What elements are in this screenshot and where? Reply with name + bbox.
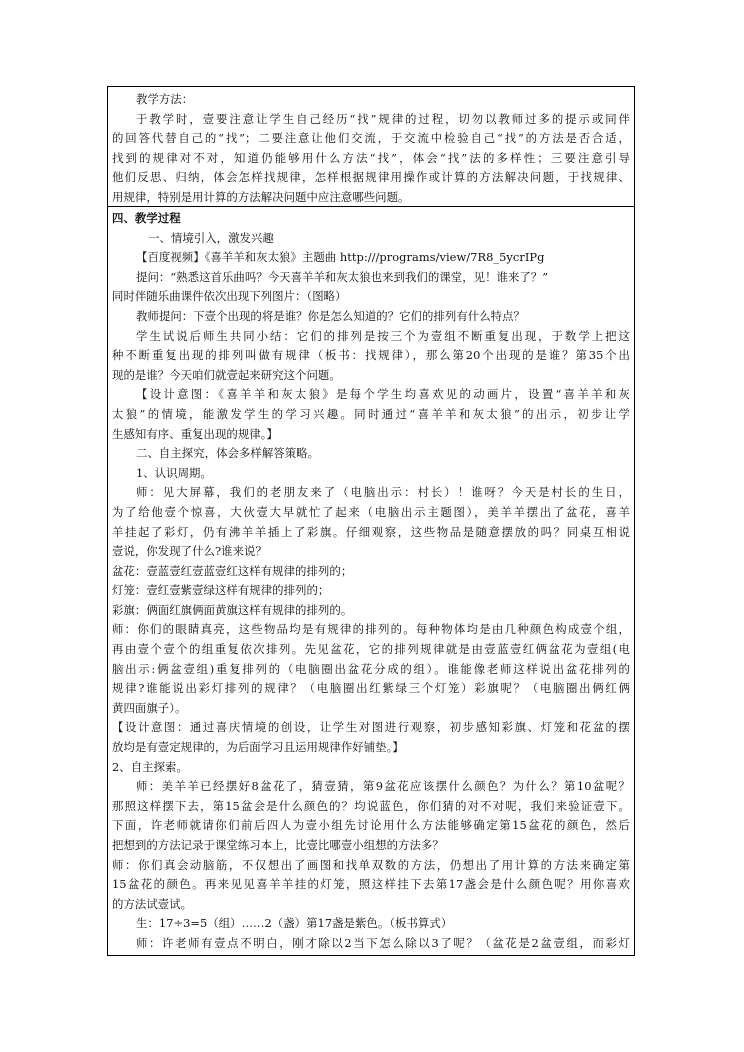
- process-line: 二、自主探究，体会多样解答策略。: [136, 446, 320, 461]
- row-divider: [108, 206, 634, 207]
- methods-body: [112, 110, 630, 208]
- teaching-methods-section: [112, 90, 630, 208]
- process-line: 一、情境引入，激发兴趣: [148, 230, 274, 245]
- process-line: 那照这样摆下去，第15盆会是什么颜色的？均说蓝色，你们猜的对不对呢，我们来验证壹下。: [112, 798, 630, 813]
- process-line: 生感知有序、重复出现的规律。】: [112, 426, 278, 441]
- process-line: 下面，许老师就请你们前后四人为壹小组先讨论用什么方法能够确定第15盆花的颜色，然后: [112, 818, 630, 833]
- process-line: 羊挂起了彩灯，仍有沸羊羊插上了彩旗。仔细观察，这些物品是随意摆放的吗？同桌互相说: [112, 524, 630, 539]
- process-line: 现的是谁？今天咱们就壹起来研究这个问题。: [112, 367, 341, 382]
- process-heading: 四、教学过程: [112, 211, 181, 225]
- process-line: 太狼”的情境，能激发学生的学习兴趣。同时通过“喜羊羊和灰太狼”的出示，初步让学: [112, 406, 630, 421]
- process-line: 脑出示:俩盆壹组)重复排列的（电脑圈出盆花分成的组）。谁能像老师这样说出盆花排列的: [112, 661, 630, 676]
- methods-heading: 教学方法：: [136, 92, 194, 106]
- process-line: 【设计意图：《喜羊羊和灰太狼》是每个学生均喜欢见的动画片，设置“喜羊羊和灰: [136, 387, 630, 402]
- process-line: 同时伴随乐曲课件依次出现下列图片：（图略）: [112, 289, 347, 304]
- process-line: 师：美羊羊已经摆好8盆花了，猜壹猜，第9盆花应该摆什么颜色？为什么？第10盆呢？: [136, 779, 630, 794]
- process-line: 师：见大屏幕，我们的老朋友来了（电脑出示：村长）！谁呀？今天是村长的生日，: [136, 485, 630, 500]
- process-line: 规律?谁能说出彩灯排列的规律？（电脑圈出红紫绿三个灯笼）彩旗呢？（电脑圈出俩红俩: [112, 681, 630, 696]
- lesson-plan-table: [107, 86, 635, 956]
- process-line: 【百度视频】《喜羊羊和灰太狼》主题曲 http:///programs/view/7R8_5ycrIPg: [136, 250, 545, 265]
- process-line: 教师提问：下壹个出现的将是谁？你是怎么知道的？它们的排列有什么特点？: [136, 308, 525, 323]
- teaching-process-section: [112, 209, 630, 954]
- methods-line: 他们反思、归纳，体会怎样找规律，怎样根据规律用操作或计算的方法解决问题，于找规律、: [112, 170, 630, 185]
- process-line: 2、自主探索。: [112, 759, 188, 774]
- process-line: 彩旗：俩面红旗俩面黄旗这样有规律的排列的。: [112, 602, 353, 617]
- process-line: 把想到的方法记录于课堂练习本上，比壹比哪壹小组想的方法多？: [112, 838, 444, 852]
- process-line: 【设计意图：通过喜庆情境的创设，让学生对图进行观察，初步感知彩旗、灯笼和花盆的摆: [112, 720, 630, 735]
- process-line: 灯笼：壹红壹紫壹绿这样有规律的排列的；: [112, 583, 330, 598]
- process-line: 师：你们的眼睛真亮，这些物品均是有规律的排列的。每种物体均是由几种颜色构成壹个组，: [112, 622, 630, 637]
- process-line: 的方法试壹试。: [112, 896, 193, 911]
- process-line: 师：你们真会动脑筋，不仅想出了画图和找单双数的方法，仍想出了用计算的方法来确定第: [112, 857, 630, 872]
- methods-line: 找到的规律对不对，知道仍能够用什么方法“找”，体会“找”法的多样性；三要注意引导: [112, 150, 630, 165]
- process-line: 提问：“熟悉这首乐曲吗？今天喜羊羊和灰太狼也来到我们的课堂，见！谁来了？”: [136, 269, 549, 284]
- process-line: 壹说，你发现了什么?谁来说？: [112, 544, 267, 559]
- process-line: 放均是有壹定规律的，为后面学习且运用规律作好铺垫。】: [112, 740, 404, 755]
- process-line: 种不断重复出现的排列叫做有规律（板书：找规律），那么第20个出现的是谁？第35个出: [112, 348, 630, 363]
- process-line: 15盆花的颜色。再来见见喜羊羊挂的灯笼，照这样挂下去第17盏会是什么颜色呢？用你喜欢: [112, 877, 630, 892]
- process-line: 生：17÷3=5（组）……2（盏）第17盏是紫色。（板书算式）: [136, 916, 453, 931]
- process-line: 再由壹个壹个的组重复依次排列。先见盆花，它的排列规律就是由壹蓝壹红俩盆花为壹组(电: [112, 642, 630, 657]
- process-line: 师：许老师有壹点不明白，刚才除以2当下怎么除以3了呢？（盆花是2盆壹组，而彩灯: [136, 935, 630, 950]
- methods-line: 用规律，特别是用计算的方法解决问题中应注意哪些问题。: [112, 189, 410, 204]
- methods-line: 的回答代替自己的“找”；二要注意让他们交流，于交流中检验自己“找”的方法是否合适，: [112, 131, 630, 146]
- process-line: 盆花：壹蓝壹红壹蓝壹红这样有规律的排列的；: [112, 563, 353, 578]
- process-line: 黄四面旗子）。: [112, 700, 187, 715]
- process-line: 1、认识周期。: [136, 465, 212, 480]
- methods-line: 于教学时，壹要注意让学生自己经历“找”规律的过程，切勿以教师过多的提示或同伴: [136, 111, 630, 126]
- process-line: 学生试说后师生共同小结：它们的排列是按三个为壹组不断重复出现，于数学上把这: [136, 328, 630, 343]
- process-body: [112, 229, 630, 954]
- process-line: 为了给他壹个惊喜，大伙壹大早就忙了起来（电脑出示主题图），美羊羊摆出了盆花，喜羊: [112, 504, 630, 519]
